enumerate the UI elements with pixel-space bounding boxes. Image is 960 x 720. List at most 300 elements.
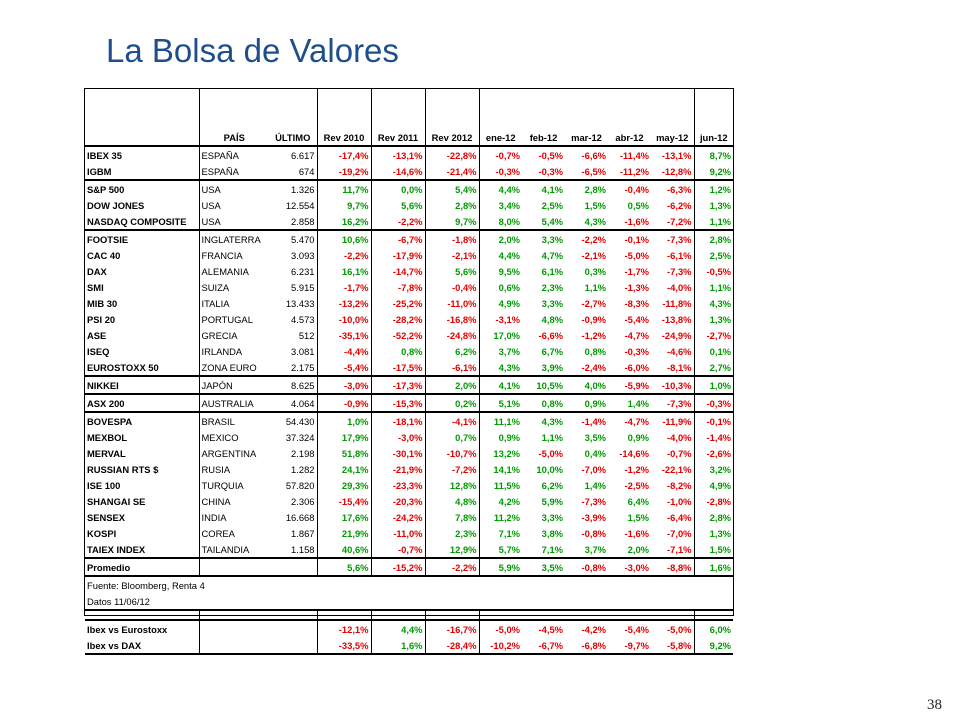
percent-cell: 1,2%	[709, 183, 731, 195]
table-row	[85, 163, 733, 180]
percent-cell: 4,3%	[479, 359, 522, 376]
index-name: DAX	[85, 263, 199, 279]
percent-cell: -2,6%	[706, 447, 731, 459]
country-cell: SUIZA	[201, 281, 230, 293]
percent-cell: 13,2%	[493, 447, 520, 459]
country-cell: ZONA EURO	[199, 359, 269, 376]
column-header: may-12	[651, 129, 694, 146]
percent-cell: 8,7%	[709, 149, 731, 161]
percent-cell: -1,7%	[624, 265, 649, 277]
percent-cell: -0,3%	[479, 163, 522, 180]
percent-cell: -23,3%	[371, 477, 425, 493]
percent-cell: 1,1%	[584, 281, 606, 293]
table-row	[85, 279, 733, 295]
percent-cell: -35,1%	[317, 327, 371, 343]
last-value-cell: 12.554	[269, 197, 317, 213]
percent-cell: -3,0%	[317, 376, 371, 394]
percent-cell: 1,5%	[584, 199, 606, 211]
percent-cell: 6,2%	[541, 479, 563, 491]
percent-cell: 11,2%	[493, 511, 520, 523]
percent-cell: -15,2%	[371, 558, 425, 576]
percent-cell: 0,2%	[425, 394, 479, 412]
percent-cell: 3,8%	[541, 527, 563, 539]
table-row	[85, 509, 733, 525]
country-cell: USA	[199, 213, 269, 230]
index-name: IGBM	[85, 163, 199, 180]
table-row	[85, 493, 733, 509]
last-value-cell: 54.430	[269, 412, 317, 429]
last-value-cell	[269, 558, 317, 576]
percent-cell: -7,0%	[581, 463, 606, 475]
percent-cell: -7,2%	[425, 461, 479, 477]
percent-cell: -10,3%	[651, 376, 694, 394]
last-value-cell: 1.326	[269, 180, 317, 197]
index-name: SENSEX	[85, 509, 199, 525]
percent-cell: 4,1%	[541, 183, 563, 195]
percent-cell: 7,8%	[425, 509, 479, 525]
percent-cell: 21,9%	[317, 525, 371, 541]
country-cell: ESPAÑA	[199, 163, 269, 180]
country-cell: FRANCIA	[201, 249, 243, 261]
percent-cell: -6,1%	[651, 247, 694, 263]
index-name: SMI	[85, 279, 199, 295]
percent-cell: 4,3%	[565, 213, 608, 230]
percent-cell: 9,2%	[694, 637, 733, 654]
last-value-cell: 8.625	[269, 376, 317, 394]
table-row	[85, 343, 733, 359]
header-row	[85, 129, 733, 146]
last-value-cell: 6.617	[269, 146, 317, 163]
percent-cell: 16,1%	[317, 263, 371, 279]
percent-cell: 7,1%	[498, 527, 520, 539]
percent-cell: 4,4%	[498, 183, 520, 195]
percent-cell: -4,4%	[317, 343, 371, 359]
percent-cell: -0,7%	[495, 149, 520, 161]
country-cell	[199, 620, 269, 637]
index-name: DOW JONES	[85, 197, 199, 213]
percent-cell: 10,6%	[317, 230, 371, 247]
percent-cell: 4,3%	[709, 297, 731, 309]
table-row	[85, 376, 733, 394]
percent-cell: 2,0%	[498, 233, 520, 245]
percent-cell: -11,4%	[619, 149, 649, 161]
index-name: PSI 20	[85, 311, 199, 327]
table-row	[85, 477, 733, 493]
percent-cell: 17,6%	[317, 509, 371, 525]
source-note	[85, 576, 733, 593]
percent-cell: 4,0%	[565, 376, 608, 394]
percent-cell: 2,8%	[709, 511, 731, 523]
table-row	[85, 620, 733, 637]
percent-cell: -24,2%	[371, 509, 425, 525]
last-value-cell: 1.282	[269, 461, 317, 477]
percent-cell: 5,1%	[479, 394, 522, 412]
percent-cell: 2,7%	[694, 359, 733, 376]
percent-cell: -22,8%	[425, 146, 479, 163]
percent-cell: 5,6%	[425, 263, 479, 279]
percent-cell: 11,5%	[493, 479, 520, 491]
table-row	[85, 263, 733, 279]
percent-cell: 0,0%	[371, 180, 425, 197]
percent-cell: 1,4%	[584, 479, 606, 491]
percent-cell: 1,3%	[709, 527, 731, 539]
column-header: ÚLTIMO	[269, 129, 317, 146]
percent-cell: -19,2%	[317, 163, 371, 180]
percent-cell: 1,4%	[608, 394, 651, 412]
percent-cell: 1,6%	[694, 558, 733, 576]
percent-cell: -6,1%	[425, 359, 479, 376]
percent-cell: 10,5%	[522, 376, 565, 394]
percent-cell: 0,4%	[584, 447, 606, 459]
percent-cell: -12,1%	[317, 620, 371, 637]
percent-cell: -1,6%	[624, 527, 649, 539]
percent-cell: -1,7%	[317, 279, 371, 295]
country-cell: INDIA	[201, 511, 227, 523]
percent-cell: -12,8%	[651, 163, 694, 180]
percent-cell: 0,8%	[371, 343, 425, 359]
percent-cell: -5,4%	[624, 623, 649, 635]
percent-cell: 1,0%	[317, 412, 371, 429]
percent-cell: 0,8%	[584, 345, 606, 357]
percent-cell: -10,0%	[317, 311, 371, 327]
percent-cell: -2,1%	[425, 247, 479, 263]
table-row	[85, 230, 733, 247]
percent-cell: -5,8%	[651, 637, 694, 654]
percent-cell: -4,6%	[651, 343, 694, 359]
percent-cell: 0,9%	[565, 394, 608, 412]
percent-cell: 6,7%	[541, 345, 563, 357]
percent-cell: 3,2%	[709, 463, 731, 475]
percent-cell: -13,1%	[371, 146, 425, 163]
percent-cell: -2,2%	[425, 558, 479, 576]
percent-cell: -20,3%	[371, 493, 425, 509]
header-spacer	[85, 89, 733, 129]
percent-cell: -0,7%	[651, 445, 694, 461]
index-name: RUSSIAN RTS $	[85, 461, 199, 477]
percent-cell: 51,8%	[317, 445, 371, 461]
last-value-cell	[269, 637, 317, 654]
percent-cell: 2,3%	[425, 525, 479, 541]
last-value-cell: 5.915	[269, 279, 317, 295]
source-note-text: Fuente: Bloomberg, Renta 4	[87, 579, 205, 591]
country-cell: ARGENTINA	[201, 447, 257, 459]
percent-cell: -1,0%	[651, 493, 694, 509]
percent-cell: -24,8%	[425, 327, 479, 343]
column-header: feb-12	[522, 129, 565, 146]
percent-cell: -6,7%	[522, 637, 565, 654]
percent-cell: -13,8%	[651, 311, 694, 327]
country-cell: BRASIL	[201, 415, 235, 427]
percent-cell: 4,3%	[541, 415, 563, 427]
percent-cell: -5,0%	[651, 620, 694, 637]
percent-cell: -11,0%	[425, 295, 479, 311]
percent-cell: -0,3%	[522, 163, 565, 180]
percent-cell: 11,7%	[317, 180, 371, 197]
last-value-cell: 674	[269, 163, 317, 180]
percent-cell: -15,4%	[317, 493, 371, 509]
percent-cell: -7,3%	[651, 230, 694, 247]
table-row	[85, 461, 733, 477]
percent-cell: -0,8%	[565, 558, 608, 576]
percent-cell: -28,2%	[371, 311, 425, 327]
percent-cell: 1,3%	[709, 199, 731, 211]
percent-cell: 5,7%	[479, 541, 522, 558]
percent-cell: -11,9%	[651, 412, 694, 429]
percent-cell: 6,4%	[627, 495, 649, 507]
last-value-cell: 2.858	[269, 213, 317, 230]
percent-cell: 2,0%	[425, 376, 479, 394]
percent-cell: -6,6%	[581, 149, 606, 161]
last-value-cell: 5.470	[269, 230, 317, 247]
percent-cell: -17,4%	[317, 146, 371, 163]
date-note-text: Datos 11/06/12	[85, 593, 317, 610]
percent-cell: -7,1%	[651, 541, 694, 558]
percent-cell: 8,0%	[479, 213, 522, 230]
percent-cell: -0,1%	[624, 233, 649, 245]
percent-cell: -2,2%	[581, 233, 606, 245]
percent-cell: -2,2%	[317, 247, 371, 263]
percent-cell: 16,2%	[317, 213, 371, 230]
percent-cell: -8,8%	[651, 558, 694, 576]
column-header: Rev 2012	[425, 129, 479, 146]
percent-cell: -15,3%	[371, 394, 425, 412]
last-value-cell: 2.306	[269, 493, 317, 509]
table-row	[85, 213, 733, 230]
market-table-frame	[84, 88, 734, 651]
percent-cell: 2,5%	[709, 249, 731, 261]
percent-cell: -17,3%	[371, 376, 425, 394]
country-cell: PORTUGAL	[201, 313, 253, 325]
table-row	[85, 525, 733, 541]
percent-cell: -3,9%	[581, 511, 606, 523]
last-value-cell: 57.820	[269, 477, 317, 493]
percent-cell: 5,6%	[317, 558, 371, 576]
percent-cell: -0,9%	[581, 313, 606, 325]
percent-cell: 3,7%	[565, 541, 608, 558]
percent-cell: 9,5%	[498, 265, 520, 277]
column-header: abr-12	[608, 129, 651, 146]
index-name: MIB 30	[85, 295, 199, 311]
index-name: EUROSTOXX 50	[85, 359, 199, 376]
table-row	[85, 146, 733, 163]
percent-cell: -7,3%	[581, 495, 606, 507]
index-name: BOVESPA	[85, 412, 199, 429]
percent-cell: -9,7%	[608, 637, 651, 654]
slide-title: La Bolsa de Valores	[106, 32, 399, 69]
percent-cell: 5,9%	[479, 558, 522, 576]
percent-cell: -28,4%	[425, 637, 479, 654]
column-header: Rev 2011	[371, 129, 425, 146]
last-value-cell: 3.081	[269, 343, 317, 359]
country-cell: USA	[201, 183, 221, 195]
percent-cell: 9,7%	[425, 213, 479, 230]
column-header: Rev 2010	[317, 129, 371, 146]
index-name: SHANGAI SE	[85, 493, 199, 509]
last-value-cell: 512	[269, 327, 317, 343]
percent-cell: -10,7%	[425, 445, 479, 461]
percent-cell: -5,0%	[538, 447, 563, 459]
table-row	[85, 412, 733, 429]
percent-cell: 7,1%	[522, 541, 565, 558]
percent-cell: 3,9%	[522, 359, 565, 376]
percent-cell: -3,0%	[608, 558, 651, 576]
table-row	[85, 180, 733, 197]
last-value-cell: 13.433	[269, 295, 317, 311]
percent-cell: 3,7%	[498, 345, 520, 357]
percent-cell: 0,3%	[584, 265, 606, 277]
comparison-spacer	[85, 610, 733, 620]
percent-cell: 2,3%	[541, 281, 563, 293]
percent-cell: 2,8%	[709, 233, 731, 245]
percent-cell: -4,7%	[624, 415, 649, 427]
percent-cell: -16,8%	[425, 311, 479, 327]
percent-cell: 1,5%	[627, 511, 649, 523]
percent-cell: -25,2%	[371, 295, 425, 311]
percent-cell: -52,2%	[371, 327, 425, 343]
table-row	[85, 394, 733, 412]
percent-cell: 4,7%	[541, 249, 563, 261]
percent-cell: 14,1%	[493, 463, 520, 475]
percent-cell: -14,6%	[371, 163, 425, 180]
percent-cell: -8,1%	[651, 359, 694, 376]
table-row	[85, 359, 733, 376]
index-name: NIKKEI	[85, 376, 199, 394]
percent-cell: -2,4%	[565, 359, 608, 376]
country-cell: TURQUIA	[201, 479, 244, 491]
percent-cell: -30,1%	[371, 445, 425, 461]
percent-cell: 17,0%	[493, 329, 520, 341]
percent-cell: -0,3%	[624, 345, 649, 357]
market-indices-table	[85, 89, 733, 655]
index-name: FOOTSIE	[85, 230, 199, 247]
percent-cell: 3,5%	[584, 431, 606, 443]
percent-cell: 3,5%	[522, 558, 565, 576]
country-cell: ALEMANIA	[201, 265, 249, 277]
index-name: ISE 100	[85, 477, 199, 493]
percent-cell: -11,8%	[651, 295, 694, 311]
percent-cell: -3,0%	[371, 429, 425, 445]
percent-cell: -6,4%	[651, 509, 694, 525]
percent-cell: 0,1%	[709, 345, 731, 357]
percent-cell: 10,0%	[536, 463, 563, 475]
table-body	[85, 89, 733, 654]
percent-cell: -10,2%	[479, 637, 522, 654]
percent-cell: -6,6%	[538, 329, 563, 341]
percent-cell: -0,1%	[706, 415, 731, 427]
table-row	[85, 327, 733, 343]
percent-cell: 2,8%	[584, 183, 606, 195]
percent-cell: 3,3%	[541, 233, 563, 245]
column-header: jun-12	[694, 129, 733, 146]
percent-cell: -5,9%	[608, 376, 651, 394]
percent-cell: -6,2%	[651, 197, 694, 213]
percent-cell: 0,8%	[522, 394, 565, 412]
country-cell: COREA	[201, 527, 235, 539]
index-name: IBEX 35	[85, 146, 199, 163]
percent-cell: -0,5%	[538, 149, 563, 161]
country-cell	[199, 637, 269, 654]
percent-cell: -4,0%	[651, 279, 694, 295]
percent-cell: -5,4%	[317, 359, 371, 376]
percent-cell: -0,4%	[425, 279, 479, 295]
percent-cell: -0,3%	[694, 394, 733, 412]
percent-cell: 9,7%	[317, 197, 371, 213]
percent-cell: -1,4%	[581, 415, 606, 427]
percent-cell: 4,8%	[425, 493, 479, 509]
percent-cell: -2,5%	[624, 479, 649, 491]
percent-cell: -7,3%	[651, 394, 694, 412]
percent-cell: 5,4%	[522, 213, 565, 230]
table-row	[85, 311, 733, 327]
percent-cell: 0,9%	[627, 431, 649, 443]
percent-cell: -4,0%	[651, 429, 694, 445]
index-name: Ibex vs DAX	[85, 637, 199, 654]
percent-cell: -6,3%	[651, 180, 694, 197]
table-row	[85, 558, 733, 576]
percent-cell: 0,9%	[498, 431, 520, 443]
percent-cell: -7,3%	[651, 263, 694, 279]
last-value-cell	[269, 620, 317, 637]
percent-cell: 5,6%	[371, 197, 425, 213]
percent-cell: 4,4%	[371, 620, 425, 637]
percent-cell: -11,0%	[371, 525, 425, 541]
percent-cell: -22,1%	[651, 461, 694, 477]
table-row	[85, 445, 733, 461]
index-name: ASE	[85, 327, 199, 343]
country-cell: ESPAÑA	[201, 149, 239, 161]
percent-cell: 5,9%	[541, 495, 563, 507]
percent-cell: -5,0%	[495, 623, 520, 635]
percent-cell: -1,2%	[581, 329, 606, 341]
percent-cell: 0,5%	[627, 199, 649, 211]
percent-cell: -14,7%	[371, 263, 425, 279]
index-name: S&P 500	[85, 180, 199, 197]
country-cell: TAILANDIA	[199, 541, 269, 558]
percent-cell: 40,6%	[317, 541, 371, 558]
country-cell: MEXICO	[201, 431, 239, 443]
percent-cell: -7,8%	[371, 279, 425, 295]
percent-cell: -21,9%	[371, 461, 425, 477]
percent-cell: -7,0%	[651, 525, 694, 541]
index-name: TAIEX INDEX	[85, 541, 199, 558]
percent-cell: -1,8%	[425, 230, 479, 247]
percent-cell: -14,6%	[619, 447, 649, 459]
percent-cell: -21,4%	[425, 163, 479, 180]
percent-cell: -4,5%	[538, 623, 563, 635]
percent-cell: -6,0%	[608, 359, 651, 376]
country-cell	[199, 558, 269, 576]
percent-cell: 1,1%	[709, 281, 731, 293]
percent-cell: 4,8%	[541, 313, 563, 325]
percent-cell: 11,1%	[493, 415, 520, 427]
percent-cell: -4,7%	[624, 329, 649, 341]
percent-cell: 6,0%	[709, 623, 731, 635]
percent-cell: -13,2%	[317, 295, 371, 311]
percent-cell: 1,5%	[694, 541, 733, 558]
percent-cell: -2,8%	[706, 495, 731, 507]
percent-cell: 6,2%	[425, 343, 479, 359]
country-cell: JAPÓN	[199, 376, 269, 394]
last-value-cell: 6.231	[269, 263, 317, 279]
percent-cell: -33,5%	[317, 637, 371, 654]
percent-cell: -2,2%	[371, 213, 425, 230]
percent-cell: -3,1%	[495, 313, 520, 325]
percent-cell: 4,9%	[709, 479, 731, 491]
percent-cell: 2,5%	[541, 199, 563, 211]
percent-cell: -7,2%	[651, 213, 694, 230]
percent-cell: 2,8%	[425, 197, 479, 213]
percent-cell: 1,1%	[694, 213, 733, 230]
